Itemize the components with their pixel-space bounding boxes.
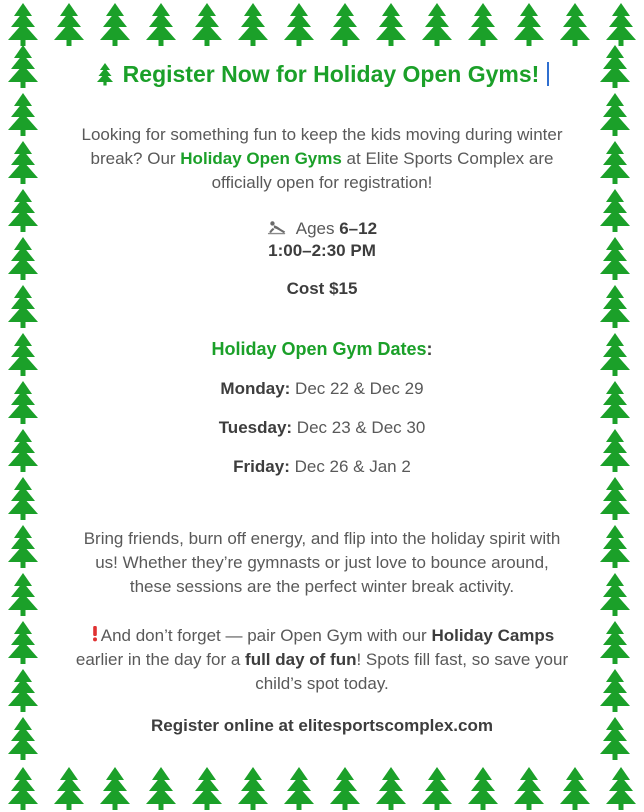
- tree-icon: [460, 764, 506, 812]
- closing-part2: earlier in the day for a: [75, 649, 246, 669]
- dates-heading: [56, 339, 588, 360]
- register-line: Register online at elitesportscomplex.com: [151, 715, 493, 735]
- tree-icon: [92, 764, 138, 812]
- ages-label: Ages: [295, 219, 340, 239]
- tree-icon: [592, 666, 638, 714]
- flyer-content: [56, 44, 588, 768]
- tree-icon: [592, 282, 638, 330]
- tree-icon: [92, 0, 138, 48]
- tree-icon: [138, 0, 184, 48]
- tree-icon: [0, 90, 46, 138]
- tree-icon: [0, 186, 46, 234]
- tree-icon: [368, 764, 414, 812]
- closing-bold2: full day of fun: [245, 649, 357, 669]
- tree-icon: [276, 764, 322, 812]
- tree-icon: [506, 0, 552, 48]
- christmas-tree-icon: [94, 62, 116, 86]
- tree-icon: [276, 0, 322, 48]
- tree-icon: [0, 522, 46, 570]
- page-title: [56, 60, 588, 89]
- date-row-day: Monday:: [220, 379, 291, 399]
- tree-icon: [592, 426, 638, 474]
- tree-icon: [0, 474, 46, 522]
- tree-icon: [0, 714, 46, 762]
- tree-icon: [0, 666, 46, 714]
- tree-icon: [592, 234, 638, 282]
- tree-icon: [592, 570, 638, 618]
- intro-after: at Elite Sports Complex are officially open for registration!: [211, 148, 554, 192]
- intro-paragraph: [72, 123, 572, 195]
- tree-icon: [592, 378, 638, 426]
- date-row-value: Dec 23 & Dec 30: [292, 418, 426, 438]
- closing-part1: And don’t forget — pair Open Gym with our: [100, 625, 432, 645]
- page-title-text: Register Now for Holiday Open Gyms!: [122, 61, 540, 87]
- cost-line: Cost $15: [286, 279, 358, 299]
- tree-icon: [592, 714, 638, 762]
- tree-icon: [0, 378, 46, 426]
- tree-border-right: [592, 42, 644, 772]
- tree-icon: [322, 0, 368, 48]
- time-line: 1:00–2:30 PM: [268, 241, 376, 261]
- tree-icon: [0, 330, 46, 378]
- tree-icon: [592, 330, 638, 378]
- closing-part3: ! Spots fill fast, so save your child’s spot today.: [255, 649, 569, 693]
- dates-heading-colon: :: [426, 339, 433, 360]
- exclamation-icon: [90, 625, 100, 643]
- intro-before: Looking for something fun to keep the kids moving during winter break? Our: [81, 124, 563, 168]
- tree-icon: [552, 0, 598, 48]
- date-row: [56, 457, 588, 477]
- tree-icon: [138, 764, 184, 812]
- body-paragraph: Bring friends, burn off energy, and flip into the holiday spirit with us! Whether they’re gymnasts or just love to bounce around, these sessions are the perfect winter break activity.: [83, 529, 561, 597]
- tree-icon: [460, 0, 506, 48]
- tree-icon: [506, 764, 552, 812]
- tree-icon: [184, 764, 230, 812]
- tree-icon: [0, 426, 46, 474]
- tree-icon: [592, 90, 638, 138]
- tree-icon: [0, 138, 46, 186]
- date-row-value: Dec 22 & Dec 29: [290, 379, 424, 399]
- date-row-day: Friday:: [233, 457, 290, 477]
- tree-icon: [598, 0, 644, 48]
- date-row: [56, 379, 588, 399]
- tree-icon: [592, 618, 638, 666]
- tree-icon: [592, 522, 638, 570]
- tree-icon: [0, 234, 46, 282]
- intro-highlight: Holiday Open Gyms: [180, 148, 342, 168]
- closing-paragraph: [72, 624, 572, 696]
- dates-heading-text: Holiday Open Gym Dates: [211, 339, 427, 360]
- tree-icon: [230, 764, 276, 812]
- tree-icon: [184, 0, 230, 48]
- tree-icon: [0, 0, 46, 48]
- tree-icon: [592, 138, 638, 186]
- ages-value: 6–12: [339, 219, 378, 239]
- text-cursor: [547, 62, 549, 86]
- tree-icon: [322, 764, 368, 812]
- tree-icon: [0, 42, 46, 90]
- tree-icon: [592, 474, 638, 522]
- date-row-value: Dec 26 & Jan 2: [289, 457, 411, 477]
- ages-line: [56, 219, 588, 239]
- tree-icon: [0, 570, 46, 618]
- tree-border-left: [0, 42, 52, 772]
- tree-icon: [230, 0, 276, 48]
- tree-icon: [46, 764, 92, 812]
- tree-icon: [592, 186, 638, 234]
- tree-icon: [368, 0, 414, 48]
- tree-icon: [0, 282, 46, 330]
- tree-icon: [0, 618, 46, 666]
- closing-bold1: Holiday Camps: [431, 625, 555, 645]
- tree-border-top: [0, 0, 644, 52]
- date-row: [56, 418, 588, 438]
- gymnast-icon: [267, 219, 287, 237]
- tree-icon: [592, 42, 638, 90]
- tree-icon: [414, 0, 460, 48]
- tree-border-bottom: [0, 760, 644, 812]
- tree-icon: [414, 764, 460, 812]
- date-row-day: Tuesday:: [218, 418, 293, 438]
- tree-icon: [46, 0, 92, 48]
